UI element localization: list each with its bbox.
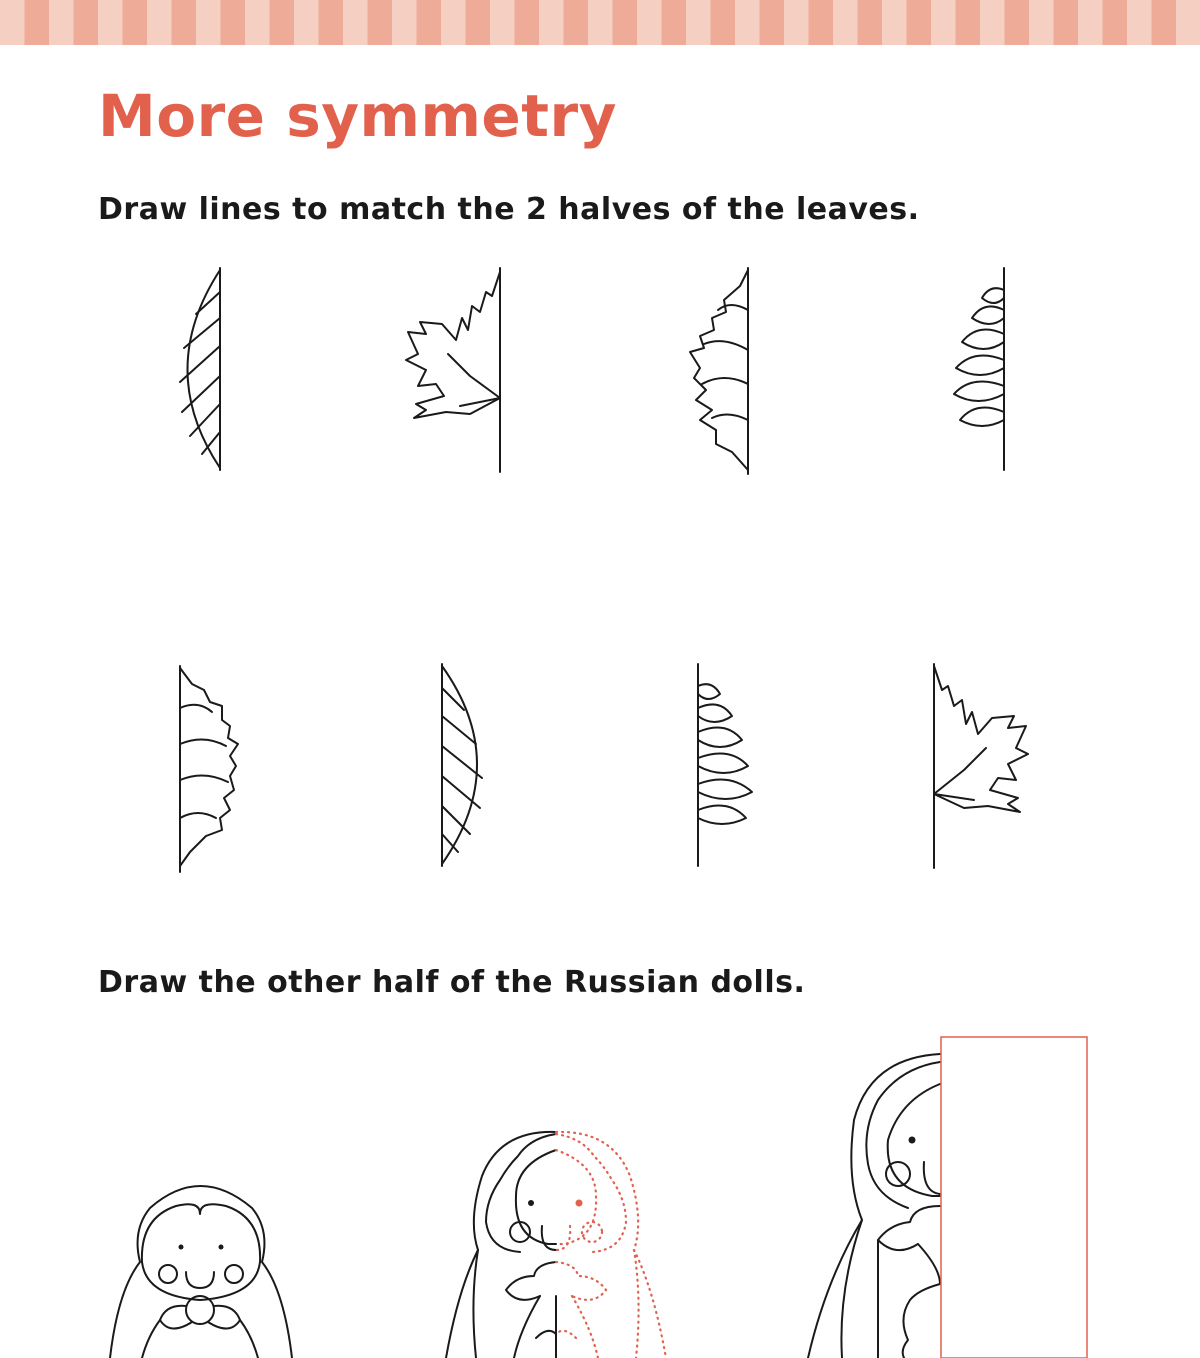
doll-3-drawing-box[interactable] [941, 1037, 1087, 1358]
leaves-instruction: Draw lines to match the 2 halves of the leaves. [98, 192, 920, 227]
leaf-top-2-maple-left-half[interactable] [406, 268, 500, 472]
doll-2-dotted-trace-half[interactable] [556, 1132, 666, 1358]
leaf-bottom-1-oak-right-half[interactable] [180, 666, 238, 872]
leaf-top-1-striped-left-half[interactable] [180, 268, 220, 470]
leaf-bottom-3-fern-right-half[interactable] [698, 664, 752, 866]
leaf-top-3-oak-left-half[interactable] [690, 268, 748, 474]
doll-1-complete [110, 1186, 292, 1358]
page-title: More symmetry [98, 82, 617, 150]
leaf-bottom-2-striped-right-half[interactable] [442, 664, 482, 866]
doll-3-left-half [808, 1054, 940, 1358]
leaf-top-4-fern-left-half[interactable] [954, 268, 1004, 470]
leaf-bottom-4-maple-right-half[interactable] [934, 664, 1028, 868]
dolls-instruction: Draw the other half of the Russian dolls. [98, 965, 806, 1000]
doll-2-left-half [446, 1132, 556, 1358]
